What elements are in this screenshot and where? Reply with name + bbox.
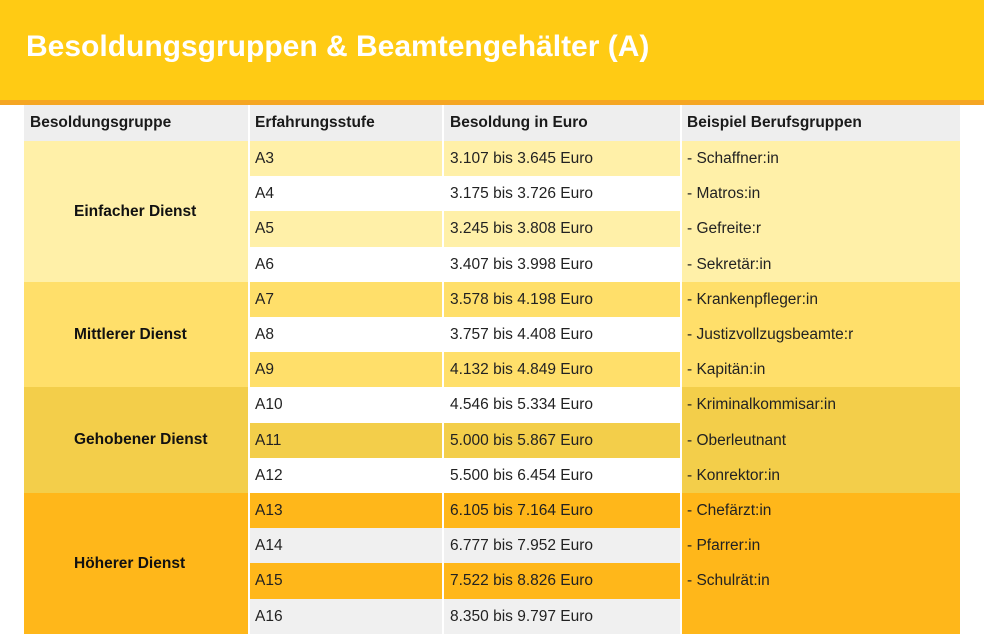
group-name-cell: Gehobener Dienst [24, 387, 248, 493]
stufe-cell: A5 [250, 211, 442, 247]
stufe-cell: A11 [250, 423, 442, 458]
besoldung-cell: 3.407 bis 3.998 Euro [444, 247, 680, 282]
stufe-cell: A14 [250, 528, 442, 563]
stufe-cell: A8 [250, 317, 442, 352]
beruf-cell: - Gefreite:r [687, 220, 762, 237]
beruf-cell: - Schaffner:in [687, 149, 779, 167]
besoldung-cell: 7.522 bis 8.826 Euro [444, 563, 680, 599]
table-header-cell: Besoldung in Euro [444, 105, 680, 141]
beruf-cell: - Krankenpfleger:in [687, 290, 818, 308]
page-title: Besoldungsgruppen & Beamtengehälter (A) [26, 30, 650, 63]
stufe-cell: A3 [250, 141, 442, 176]
table-header-cell: Erfahrungsstufe [250, 105, 442, 141]
table-header-cell: Beispiel Berufsgruppen [682, 105, 960, 141]
beruf-cell: - Kapitän:in [687, 360, 766, 378]
beruf-cell: - Konrektor:in [687, 466, 781, 484]
besoldung-cell: 3.757 bis 4.408 Euro [444, 317, 680, 352]
besoldung-cell: 3.578 bis 4.198 Euro [444, 282, 680, 317]
stufe-cell: A7 [250, 282, 442, 317]
stufe-cell: A15 [250, 563, 442, 599]
besoldung-cell: 6.777 bis 7.952 Euro [444, 528, 680, 563]
stufe-cell: A16 [250, 599, 442, 634]
beruf-cell: - Pfarrer:in [687, 536, 761, 554]
beruf-cell: - Chefärzt:in [687, 501, 772, 519]
stufe-cell: A13 [250, 493, 442, 528]
besoldung-cell: 4.546 bis 5.334 Euro [444, 387, 680, 423]
beruf-cell: - Schulrät:in [687, 572, 770, 589]
besoldung-cell: 3.245 bis 3.808 Euro [444, 211, 680, 247]
stufe-cell: A6 [250, 247, 442, 282]
besoldung-cell: 8.350 bis 9.797 Euro [444, 599, 680, 634]
group-name-cell: Einfacher Dienst [24, 141, 248, 282]
besoldung-cell: 5.000 bis 5.867 Euro [444, 423, 680, 458]
stufe-cell: A9 [250, 352, 442, 387]
beruf-cell: - Kriminalkommisar:in [687, 396, 836, 413]
besoldung-cell: 3.107 bis 3.645 Euro [444, 141, 680, 176]
besoldung-cell: 4.132 bis 4.849 Euro [444, 352, 680, 387]
stufe-cell: A4 [250, 176, 442, 211]
stufe-cell: A10 [250, 387, 442, 423]
beruf-cell: - Justizvollzugsbeamte:r [687, 325, 854, 343]
besoldung-cell: 3.175 bis 3.726 Euro [444, 176, 680, 211]
beruf-cell: - Oberleutnant [687, 431, 787, 449]
stufe-cell: A12 [250, 458, 442, 493]
group-name-cell: Höherer Dienst [24, 493, 248, 634]
besoldung-cell: 6.105 bis 7.164 Euro [444, 493, 680, 528]
beruf-cell: - Matros:in [687, 184, 761, 202]
besoldung-cell: 5.500 bis 6.454 Euro [444, 458, 680, 493]
table-header-cell: Besoldungsgruppe [24, 105, 248, 141]
group-name-cell: Mittlerer Dienst [24, 282, 248, 388]
beruf-cell: - Sekretär:in [687, 255, 772, 273]
